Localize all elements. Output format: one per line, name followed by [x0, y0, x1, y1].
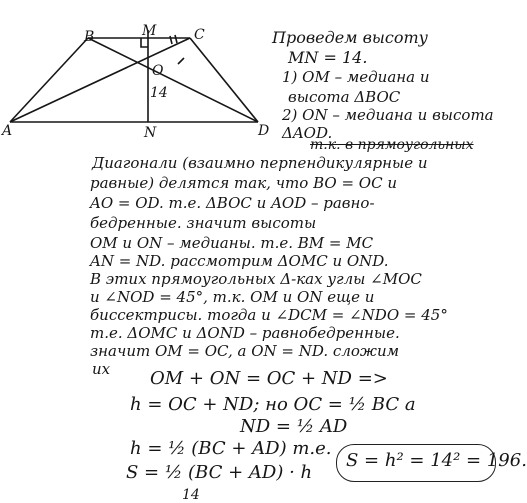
note-line-struck: т.к. в прямоугольных [310, 137, 474, 153]
equation: h = ½ (BC + AD) т.е. [130, 438, 332, 459]
label-m: M [142, 23, 157, 39]
final-answer: S = h² = 14² = 196. [346, 450, 527, 471]
label-d: D [258, 123, 270, 139]
label-n: N [144, 125, 157, 141]
equation: h = OC + ND; но OC = ½ BC а [130, 394, 416, 415]
note-line: их [92, 360, 111, 378]
note-line: значит OM = OC, а ON = ND. сложим [90, 342, 400, 360]
note-line: 2) ON – медиана и высота [282, 106, 494, 124]
note-line: высота ΔBOC [288, 88, 401, 106]
label-c: C [194, 27, 205, 43]
tick-mark [178, 58, 184, 64]
trapezoid-figure [0, 0, 270, 140]
label-fourteen: 14 [150, 85, 168, 101]
note-line: Проведем высоту [272, 28, 428, 47]
right-angle-mark [141, 38, 148, 47]
equation: OM + ON = OC + ND => [150, 368, 388, 389]
note-line: AO = OD. т.е. ΔBOC и AOD – равно- [90, 194, 375, 212]
note-line: ΔAOD. [282, 124, 333, 142]
note-line: 1) OM – медиана и [282, 68, 430, 86]
note-line: и ∠NOD = 45°, т.к. OM и ON еще и [90, 288, 375, 306]
note-line: биссектрисы. тогда и ∠DCM = ∠NDO = 45° [90, 306, 448, 324]
note-line: MN = 14. [288, 48, 368, 67]
note-line: AN = ND. рассмотрим ΔOMC и OND. [90, 252, 389, 270]
equation: S = ½ (BC + AD) · h [126, 462, 313, 483]
label-b: B [84, 29, 95, 45]
note-line: т.е. ΔOMC и ΔOND – равнобедренные. [90, 324, 400, 342]
side-cd [190, 38, 258, 122]
label-a: A [2, 123, 13, 139]
diagonal-bd [88, 38, 258, 122]
note-line: Диагонали (взаимно перпендикулярные и [92, 154, 428, 172]
equation-note: 14 [182, 487, 200, 503]
note-line: бедренные. значит высоты [90, 214, 317, 232]
equation: ND = ½ AD [240, 416, 348, 437]
note-line: равные) делятся так, что BO = OC и [90, 174, 397, 192]
note-line: В этих прямоугольных Δ-ках углы ∠MOC [90, 270, 422, 288]
label-o: O [152, 63, 164, 79]
tick-mark [175, 35, 177, 43]
diagonal-ac [10, 38, 190, 122]
note-line: OM и ON – медианы. т.е. BM = MC [90, 234, 374, 252]
side-ab [10, 38, 88, 122]
